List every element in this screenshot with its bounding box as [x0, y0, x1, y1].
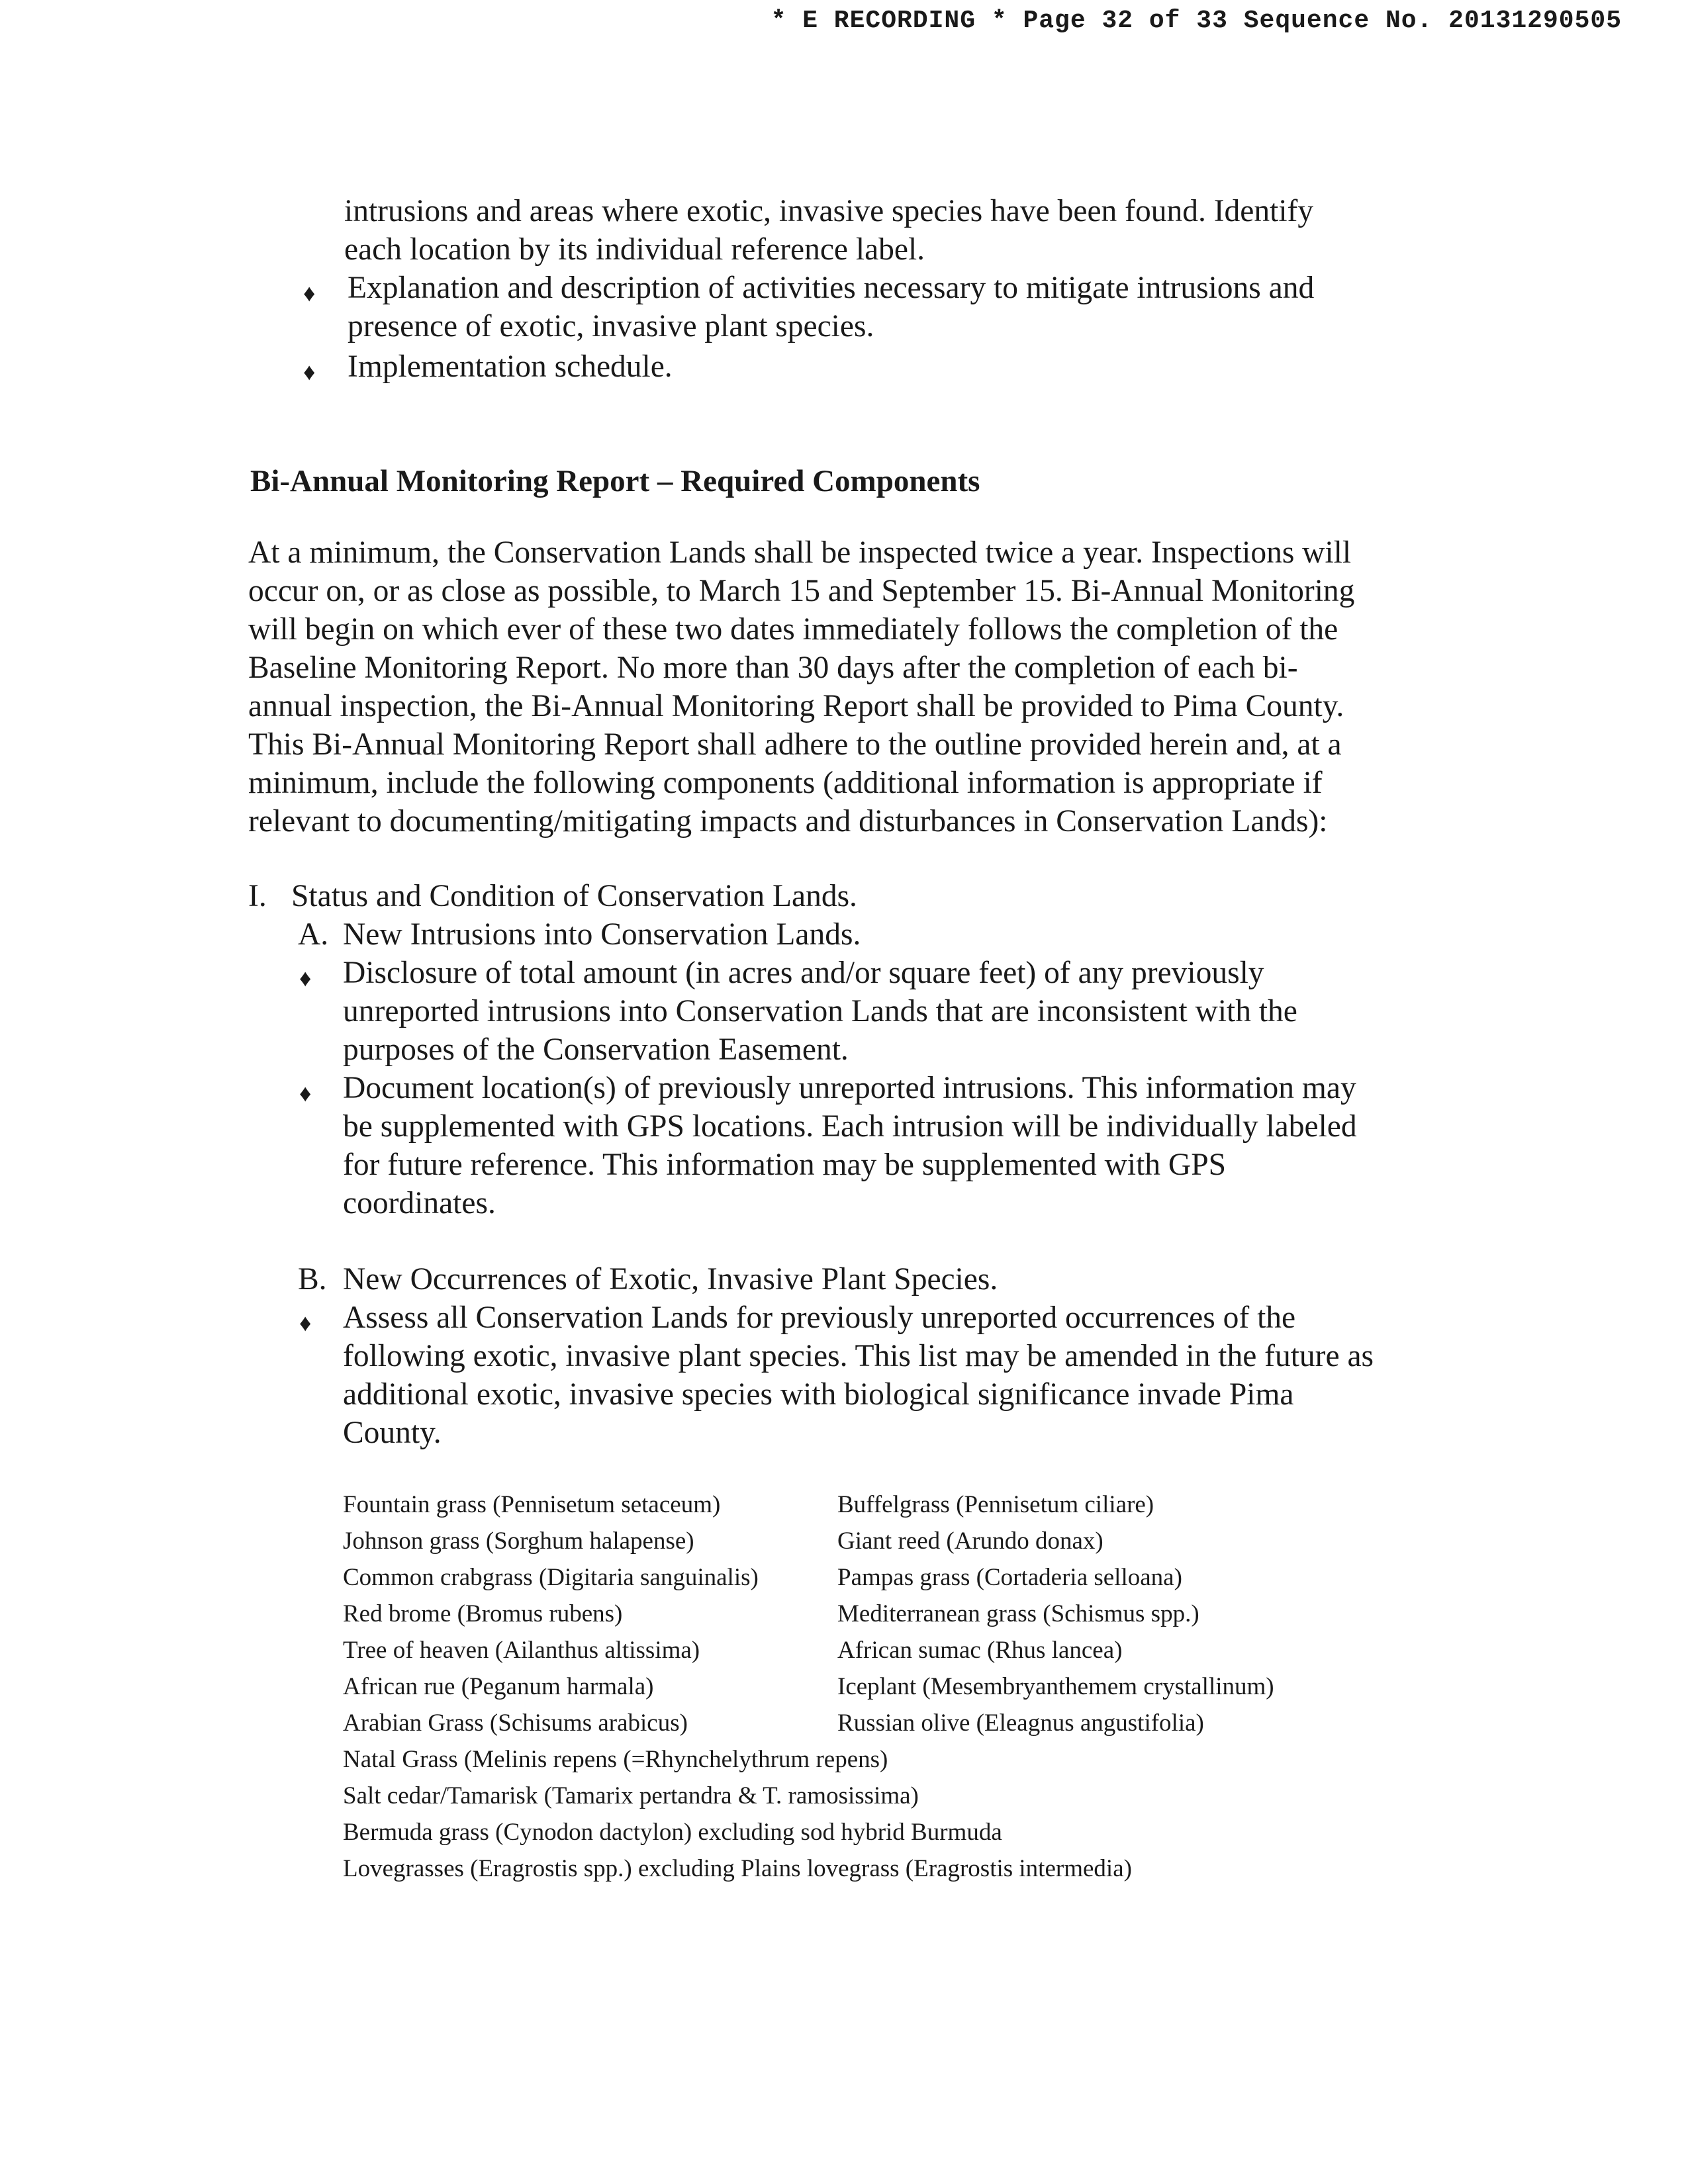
text-line: presence of exotic, invasive plant species. — [348, 309, 874, 343]
text-line: Baseline Monitoring Report. No more than 30 days after the completion of each bi- — [248, 651, 1298, 685]
text-line: intrusions and areas where exotic, invasive species have been found. Identify — [344, 194, 1314, 228]
bullet-schedule — [348, 347, 673, 386]
text-line: following exotic, invasive plant species. This list may be amended in the future as — [343, 1339, 1374, 1373]
species-item: Fountain grass (Pennisetum setaceum) — [343, 1491, 721, 1518]
text-line: coordinates. — [343, 1186, 496, 1220]
text-line: be supplemented with GPS locations. Each intrusion will be individually labeled — [343, 1109, 1357, 1144]
diamond-bullet-icon: ♦ — [303, 280, 316, 306]
diamond-bullet-icon: ♦ — [303, 359, 316, 385]
text-line: annual inspection, the Bi-Annual Monitoring Report shall be provided to Pima County. — [248, 689, 1344, 723]
text-line: Document location(s) of previously unreported intrusions. This information may — [343, 1071, 1356, 1105]
species-item: Lovegrasses (Eragrostis spp.) excluding Plains lovegrass (Eragrostis intermedia) — [343, 1855, 1132, 1882]
recording-header: * E RECORDING * Page 32 of 33 Sequence No. 20131290505 — [771, 7, 1622, 35]
species-item: Johnson grass (Sorghum halapense) — [343, 1527, 694, 1555]
species-item: Salt cedar/Tamarisk (Tamarix pertandra & T. ramosissima) — [343, 1782, 919, 1809]
text-line: unreported intrusions into Conservation Lands that are inconsistent with the — [343, 994, 1297, 1028]
bullet-assess — [343, 1298, 1374, 1452]
text-line: occur on, or as close as possible, to March 15 and September 15. Bi-Annual Monitoring — [248, 574, 1355, 608]
continuation-paragraph — [344, 192, 1313, 269]
text-line: County. — [343, 1416, 442, 1450]
species-item: Red brome (Bromus rubens) — [343, 1600, 623, 1627]
bullet-disclosure — [343, 954, 1297, 1069]
text-line: Implementation schedule. — [348, 349, 673, 384]
species-item: Iceplant (Mesembryanthemem crystallinum) — [837, 1673, 1274, 1700]
species-item: African sumac (Rhus lancea) — [837, 1637, 1123, 1664]
text-line: This Bi-Annual Monitoring Report shall adhere to the outline provided herein and, at a — [248, 727, 1342, 762]
text-line: purposes of the Conservation Easement. — [343, 1032, 849, 1067]
outline-item-b-marker: B. — [298, 1262, 327, 1297]
species-item: Common crabgrass (Digitaria sanguinalis) — [343, 1564, 759, 1591]
species-item: Russian olive (Eleagnus angustifolia) — [837, 1709, 1204, 1737]
species-item: Mediterranean grass (Schismus spp.) — [837, 1600, 1199, 1627]
outline-item-1-marker: I. — [248, 879, 267, 913]
species-item: Arabian Grass (Schisums arabicus) — [343, 1709, 688, 1737]
text-line: minimum, include the following components (additional information is appropriate if — [248, 766, 1323, 800]
species-item: Pampas grass (Cortaderia selloana) — [837, 1564, 1182, 1591]
text-line: each location by its individual reference label. — [344, 232, 925, 267]
outline-item-a-text: New Intrusions into Conservation Lands. — [343, 917, 861, 952]
diamond-bullet-icon: ♦ — [299, 1310, 312, 1336]
species-item: Buffelgrass (Pennisetum ciliare) — [837, 1491, 1154, 1518]
species-item: African rue (Peganum harmala) — [343, 1673, 654, 1700]
species-item: Bermuda grass (Cynodon dactylon) excluding sod hybrid Burmuda — [343, 1819, 1002, 1846]
text-line: relevant to documenting/mitigating impacts and disturbances in Conservation Lands): — [248, 804, 1328, 839]
species-item: Giant reed (Arundo donax) — [837, 1527, 1103, 1555]
diamond-bullet-icon: ♦ — [299, 1080, 312, 1107]
section-heading: Bi-Annual Monitoring Report – Required Components — [250, 464, 980, 498]
diamond-bullet-icon: ♦ — [299, 965, 312, 991]
bullet-document-locations — [343, 1069, 1357, 1222]
text-line: Disclosure of total amount (in acres and/or square feet) of any previously — [343, 956, 1264, 990]
outline-item-b-text: New Occurrences of Exotic, Invasive Plant Species. — [343, 1262, 998, 1297]
text-line: At a minimum, the Conservation Lands shall be inspected twice a year. Inspections will — [248, 535, 1352, 570]
text-line: Assess all Conservation Lands for previously unreported occurrences of the — [343, 1300, 1296, 1335]
outline-item-a-marker: A. — [298, 917, 329, 952]
outline-item-1-text: Status and Condition of Conservation Lands. — [291, 879, 857, 913]
text-line: will begin on which ever of these two dates immediately follows the completion of the — [248, 612, 1338, 647]
species-item: Natal Grass (Melinis repens (=Rhynchelythrum repens) — [343, 1746, 888, 1773]
species-item: Tree of heaven (Ailanthus altissima) — [343, 1637, 700, 1664]
species-list-right — [837, 1486, 1274, 1741]
text-line: additional exotic, invasive species with biological significance invade Pima — [343, 1377, 1294, 1412]
intro-paragraph — [248, 533, 1354, 841]
text-line: Explanation and description of activities necessary to mitigate intrusions and — [348, 271, 1315, 305]
text-line: for future reference. This information may be supplemented with GPS — [343, 1148, 1227, 1182]
bullet-mitigation — [348, 269, 1314, 345]
